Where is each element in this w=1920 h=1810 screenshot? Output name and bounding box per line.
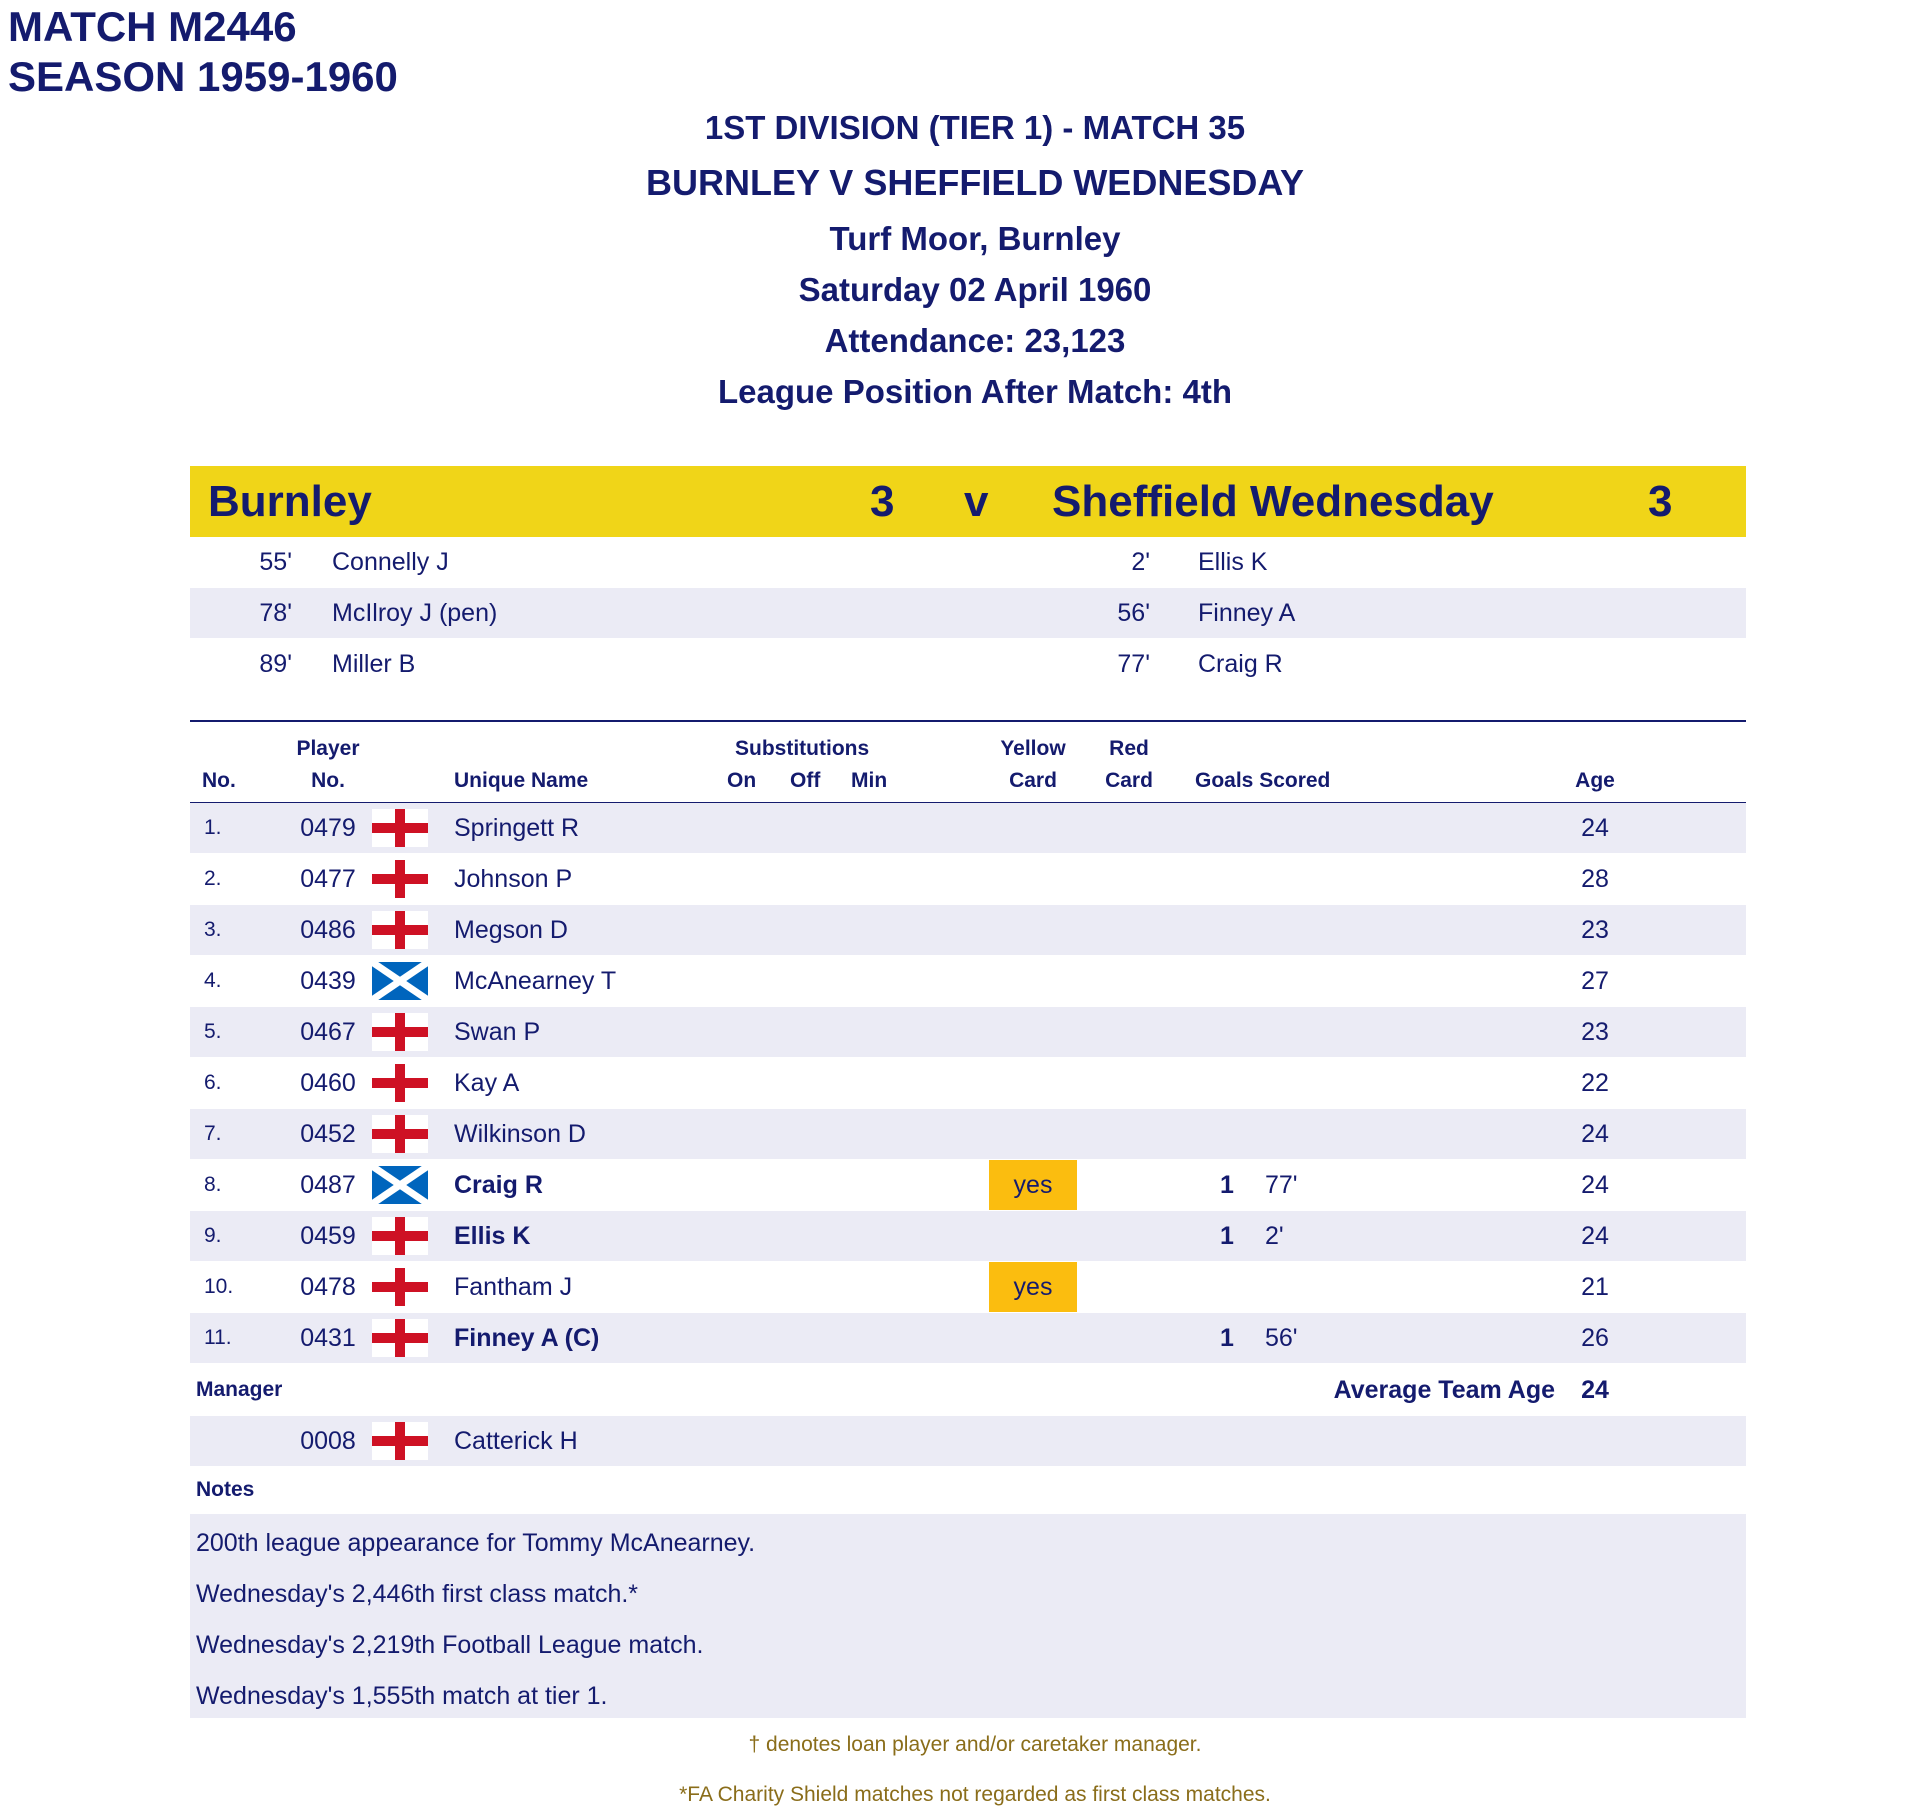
col-sub-min: Min xyxy=(851,769,888,792)
row-number: 6. xyxy=(204,1071,222,1094)
away-goal-scorer: Ellis K xyxy=(1198,548,1268,576)
col-red-top: Red xyxy=(1109,737,1149,760)
season-label: SEASON 1959-1960 xyxy=(8,53,398,100)
player-age: 24 xyxy=(1581,814,1609,842)
fixture-title: BURNLEY V SHEFFIELD WEDNESDAY xyxy=(645,162,1305,203)
player-number: 0460 xyxy=(300,1069,356,1097)
goals-count: 1 xyxy=(1220,1222,1234,1250)
home-team-name: Burnley xyxy=(208,477,372,526)
home-goal-minute: 89' xyxy=(259,650,292,678)
average-age-label: Average Team Age xyxy=(1333,1376,1555,1404)
col-sub-off: Off xyxy=(790,769,821,792)
footnote-loan: † denotes loan player and/or caretaker manager. xyxy=(748,1733,1202,1756)
yellow-card-badge: yes xyxy=(989,1262,1077,1312)
col-goals-scored: Goals Scored xyxy=(1195,769,1331,792)
goal-minute: 2' xyxy=(1265,1222,1284,1250)
away-team-name: Sheffield Wednesday xyxy=(1052,477,1494,526)
player-name: Megson D xyxy=(454,916,568,944)
player-name: Swan P xyxy=(454,1018,541,1046)
manager-player-no: 0008 xyxy=(300,1427,356,1455)
col-sub-on: On xyxy=(727,769,757,792)
col-age: Age xyxy=(1575,769,1615,792)
england-flag-icon xyxy=(372,1319,428,1357)
home-goal-scorer: Miller B xyxy=(332,650,416,678)
col-yellow-bottom: Card xyxy=(1009,769,1057,792)
player-age: 21 xyxy=(1581,1273,1609,1301)
goal-minute: 56' xyxy=(1265,1324,1298,1352)
manager-label: Manager xyxy=(196,1378,283,1401)
row-number: 11. xyxy=(204,1326,232,1349)
row-number: 4. xyxy=(204,969,222,992)
col-red-bottom: Card xyxy=(1105,769,1153,792)
player-age: 23 xyxy=(1581,1018,1609,1046)
row-number: 10. xyxy=(204,1275,234,1298)
player-number: 0478 xyxy=(300,1273,356,1301)
away-goal-scorer: Craig R xyxy=(1198,650,1283,678)
score-bar xyxy=(190,466,1746,537)
player-number: 0459 xyxy=(300,1222,356,1250)
score-separator: v xyxy=(964,477,989,526)
player-number: 0467 xyxy=(300,1018,356,1046)
row-number: 7. xyxy=(204,1122,222,1145)
home-goal-scorer: Connelly J xyxy=(332,548,449,576)
england-flag-icon xyxy=(372,1064,428,1102)
goal-minute: 77' xyxy=(1265,1171,1298,1199)
player-name: McAnearney T xyxy=(454,967,617,995)
player-name: Wilkinson D xyxy=(454,1120,586,1148)
col-unique-name: Unique Name xyxy=(454,769,589,792)
player-name: Fantham J xyxy=(454,1273,573,1301)
player-number: 0486 xyxy=(300,916,356,944)
row-number: 8. xyxy=(204,1173,222,1196)
england-flag-icon xyxy=(372,1115,428,1153)
match-date: Saturday 02 April 1960 xyxy=(798,271,1152,308)
manager-name: Catterick H xyxy=(454,1427,578,1455)
col-player-top: Player xyxy=(296,737,360,760)
england-flag-icon xyxy=(372,860,428,898)
away-goal-minute: 2' xyxy=(1131,548,1150,576)
yellow-card-badge: yes xyxy=(989,1160,1077,1210)
player-age: 23 xyxy=(1581,916,1609,944)
league-position: League Position After Match: 4th xyxy=(718,373,1232,410)
away-goal-minute: 77' xyxy=(1117,650,1150,678)
england-flag-icon xyxy=(372,1268,428,1306)
player-age: 27 xyxy=(1581,967,1609,995)
player-name: Craig R xyxy=(454,1171,543,1199)
england-flag-icon xyxy=(372,809,428,847)
england-flag-icon xyxy=(372,911,428,949)
player-number: 0487 xyxy=(300,1171,356,1199)
player-name: Springett R xyxy=(454,814,580,842)
home-score: 3 xyxy=(870,477,895,526)
player-name: Ellis K xyxy=(454,1222,531,1250)
player-age: 22 xyxy=(1581,1069,1609,1097)
row-number: 1. xyxy=(204,816,222,839)
note-item: Wednesday's 2,219th Football League match. xyxy=(196,1631,704,1659)
col-no: No. xyxy=(202,769,236,792)
row-number: 3. xyxy=(204,918,222,941)
note-item: 200th league appearance for Tommy McAnearney. xyxy=(196,1529,756,1557)
header-top-rule xyxy=(190,720,1746,722)
england-flag-icon xyxy=(372,1013,428,1051)
player-name: Finney A (C) xyxy=(454,1324,600,1352)
venue: Turf Moor, Burnley xyxy=(829,220,1121,257)
scotland-flag-icon xyxy=(372,1166,428,1204)
scotland-flag-icon xyxy=(372,962,428,1000)
home-goal-minute: 55' xyxy=(259,548,292,576)
player-number: 0479 xyxy=(300,814,356,842)
player-number: 0477 xyxy=(300,865,356,893)
note-item: Wednesday's 2,446th first class match.* xyxy=(196,1580,639,1608)
col-player-no: No. xyxy=(311,769,345,792)
player-age: 24 xyxy=(1581,1171,1609,1199)
england-flag-icon xyxy=(372,1217,428,1255)
competition-title: 1ST DIVISION (TIER 1) - MATCH 35 xyxy=(704,109,1246,146)
goals-count: 1 xyxy=(1220,1171,1234,1199)
notes-label: Notes xyxy=(196,1478,255,1501)
home-goal-scorer: McIlroy J (pen) xyxy=(332,599,498,627)
col-substitutions: Substitutions xyxy=(735,737,870,760)
player-age: 24 xyxy=(1581,1120,1609,1148)
goals-count: 1 xyxy=(1220,1324,1234,1352)
player-number: 0452 xyxy=(300,1120,356,1148)
player-number: 0439 xyxy=(300,967,356,995)
player-age: 24 xyxy=(1581,1222,1609,1250)
player-name: Johnson P xyxy=(454,865,573,893)
away-goal-minute: 56' xyxy=(1117,599,1150,627)
player-name: Kay A xyxy=(454,1069,520,1097)
row-number: 9. xyxy=(204,1224,222,1247)
away-goal-scorer: Finney A xyxy=(1198,599,1296,627)
row-number: 2. xyxy=(204,867,222,890)
player-number: 0431 xyxy=(300,1324,356,1352)
footnote-charity-shield: *FA Charity Shield matches not regarded as first class matches. xyxy=(679,1783,1271,1806)
note-item: Wednesday's 1,555th match at tier 1. xyxy=(196,1682,608,1710)
player-age: 28 xyxy=(1581,865,1609,893)
player-age: 26 xyxy=(1581,1324,1609,1352)
average-age-value: 24 xyxy=(1581,1376,1609,1404)
attendance: Attendance: 23,123 xyxy=(824,322,1126,359)
row-number: 5. xyxy=(204,1020,222,1043)
away-score: 3 xyxy=(1648,477,1673,526)
match-id: MATCH M2446 xyxy=(8,3,297,50)
england-flag-icon xyxy=(372,1422,428,1460)
col-yellow-top: Yellow xyxy=(1000,737,1066,760)
home-goal-minute: 78' xyxy=(259,599,292,627)
